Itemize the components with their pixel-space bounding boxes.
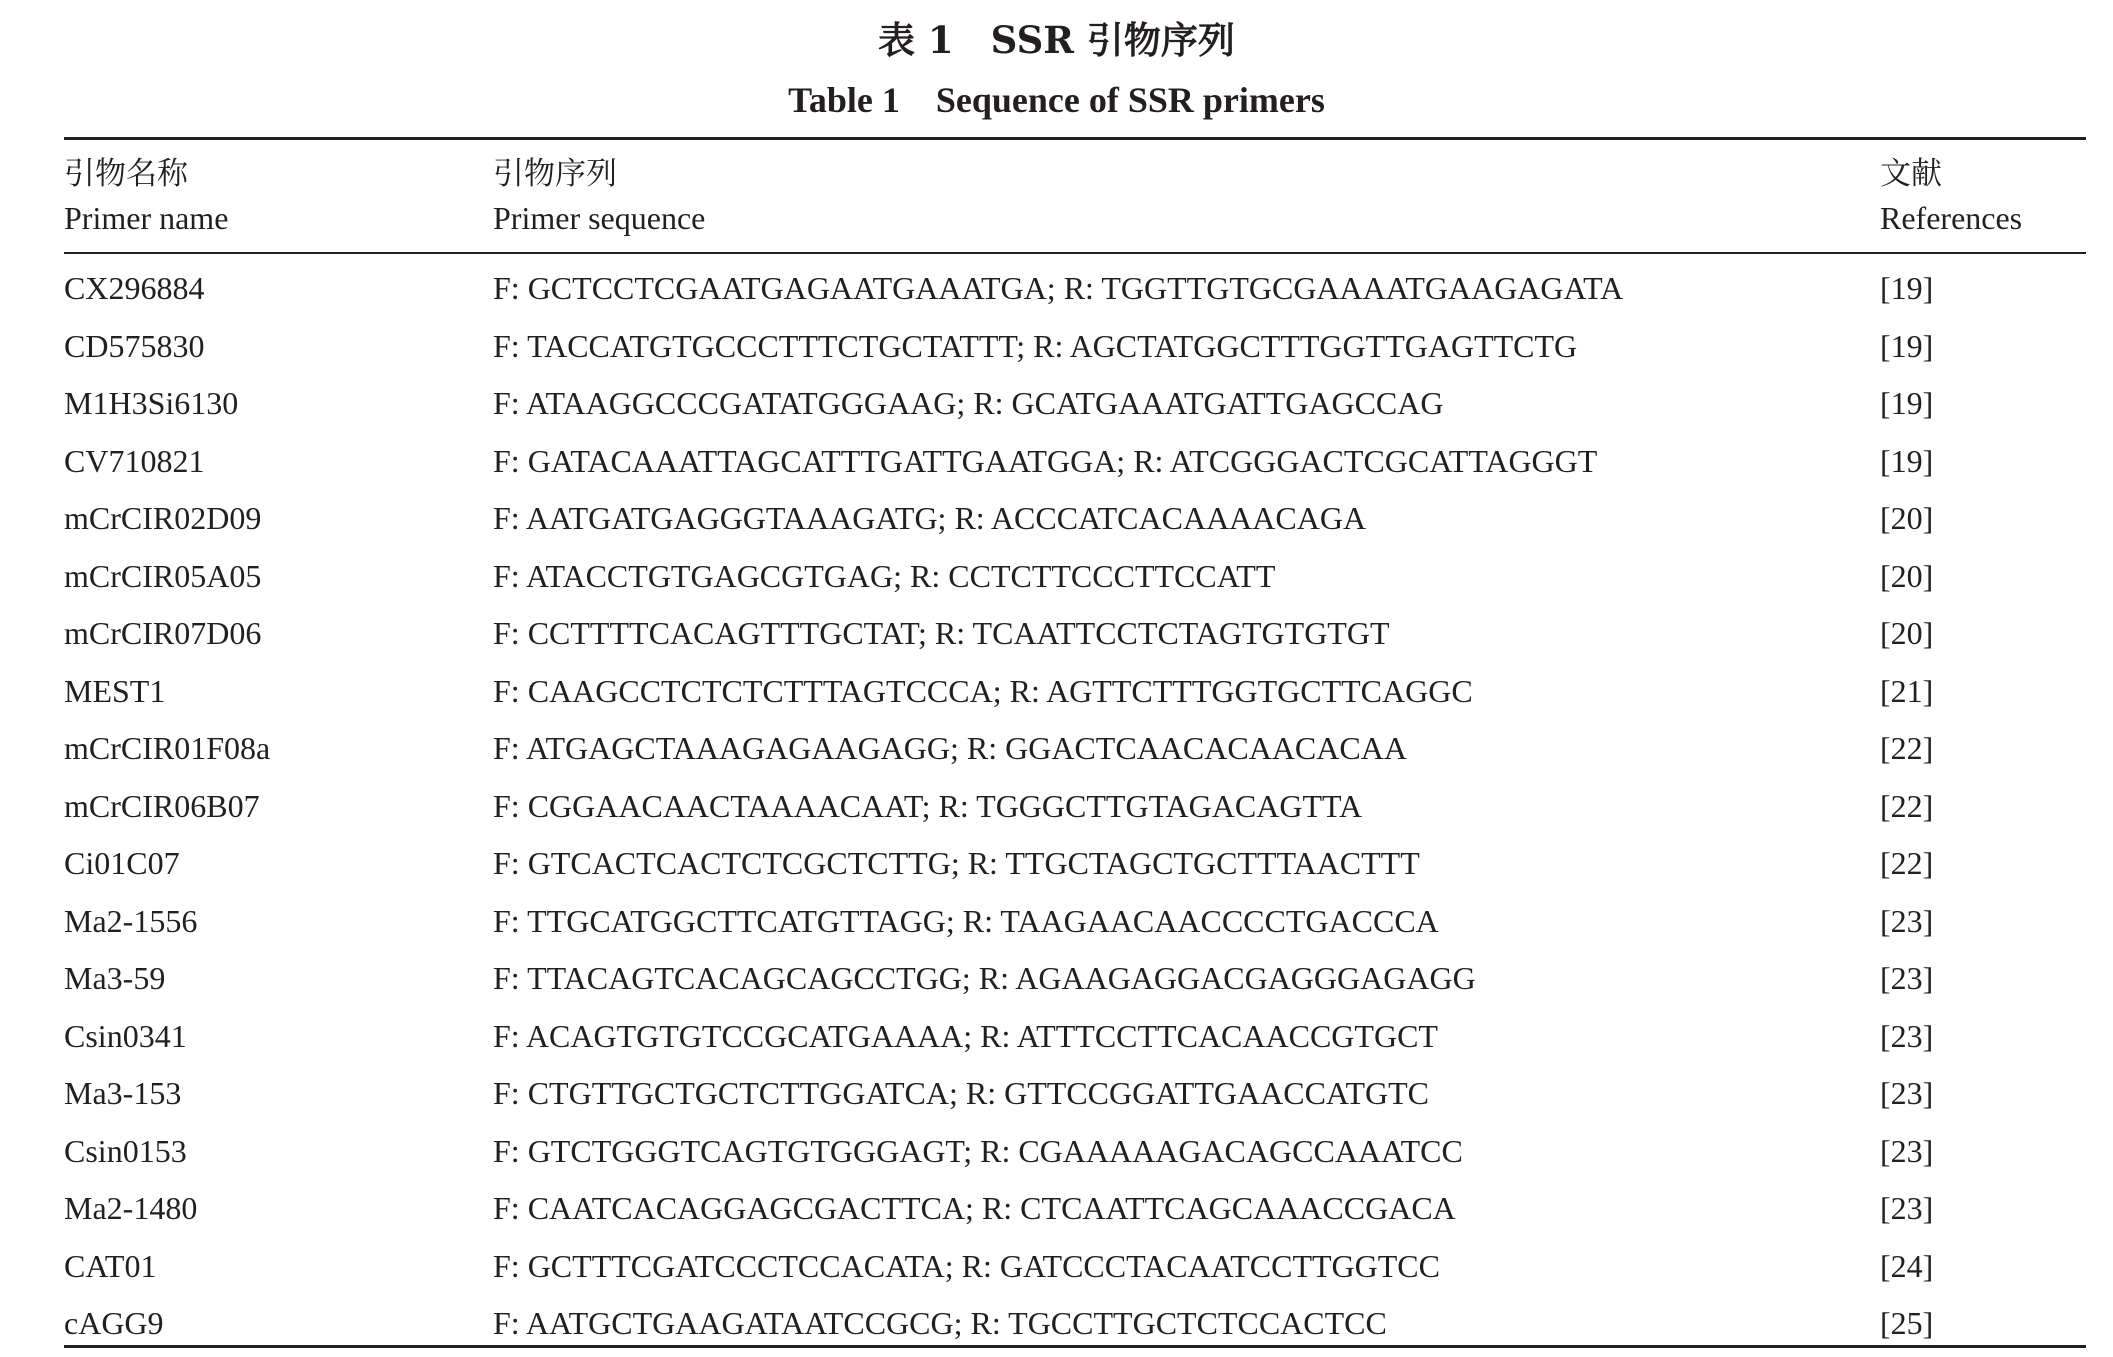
table-body bbox=[0, 260, 2113, 1353]
header-primer-name bbox=[64, 152, 228, 240]
primer-sequence-cell: F: TACCATGTGCCCTTTCTGCTATTT; R: AGCTATGGCTTTGGTTGAGTTCTG bbox=[493, 327, 1578, 364]
reference-cell: [23] bbox=[1880, 1190, 1934, 1226]
header-primer-sequence bbox=[493, 152, 705, 240]
primer-sequence-cell: F: ACAGTGTGTCCGCATGAAAA; R: ATTTCCTTCACAACCGTGCT bbox=[493, 1017, 1438, 1054]
primer-name-cell: M1H3Si6130 bbox=[64, 385, 239, 421]
reference-cell: [23] bbox=[1880, 1075, 1934, 1111]
table-row bbox=[0, 375, 2113, 433]
header-references-en: References bbox=[1880, 200, 2023, 236]
table-row bbox=[0, 1295, 2113, 1353]
reference-cell: [24] bbox=[1880, 1247, 1934, 1284]
primer-sequence-cell: F: ATGAGCTAAAGAGAAGAGG; R: GGACTCAACACAACACAA bbox=[493, 730, 1407, 766]
reference-cell: [25] bbox=[1880, 1305, 1934, 1341]
primer-name-cell: mCrCIR05A05 bbox=[64, 557, 262, 594]
table-row bbox=[0, 778, 2113, 836]
table-row bbox=[0, 1065, 2113, 1123]
primer-name-cell: cAGG9 bbox=[64, 1305, 164, 1341]
reference-cell: [23] bbox=[1880, 1132, 1934, 1169]
primer-name-cell: Ci01C07 bbox=[64, 845, 180, 881]
table-row bbox=[0, 605, 2113, 663]
primer-sequence-cell: F: ATAAGGCCCGATATGGGAAG; R: GCATGAAATGATTGAGCCAG bbox=[493, 385, 1444, 421]
reference-cell: [20] bbox=[1880, 615, 1934, 651]
table-title-english: Table 1 Sequence of SSR primers bbox=[788, 80, 1325, 120]
table-row bbox=[0, 1238, 2113, 1296]
table-row bbox=[0, 950, 2113, 1008]
primer-name-cell: Ma3-59 bbox=[64, 960, 166, 996]
table-row bbox=[0, 490, 2113, 548]
header-primer-sequence-cn: 引物序列 bbox=[493, 156, 617, 192]
primer-name-cell: CAT01 bbox=[64, 1247, 157, 1284]
table-row bbox=[0, 1008, 2113, 1066]
header-primer-sequence-en: Primer sequence bbox=[493, 200, 706, 236]
table-row bbox=[0, 720, 2113, 778]
primer-name-cell: mCrCIR07D06 bbox=[64, 615, 262, 651]
primer-sequence-cell: F: TTACAGTCACAGCAGCCTGG; R: AGAAGAGGACGAGGGAGAGG bbox=[493, 960, 1476, 996]
header-references bbox=[1880, 152, 2022, 240]
primer-sequence-cell: F: GCTCCTCGAATGAGAATGAAATGA; R: TGGTTGTGCGAAAATGAAGAGATA bbox=[493, 270, 1624, 306]
reference-cell: [19] bbox=[1880, 327, 1934, 364]
primer-name-cell: CV710821 bbox=[64, 442, 205, 479]
table-header-rule bbox=[64, 252, 2086, 254]
primer-sequence-cell: F: CTGTTGCTGCTCTTGGATCA; R: GTTCCGGATTGAACCATGTC bbox=[493, 1075, 1430, 1111]
primer-name-cell: mCrCIR02D09 bbox=[64, 500, 262, 536]
primer-sequence-cell: F: CGGAACAACTAAAACAAT; R: TGGGCTTGTAGACAGTTA bbox=[493, 787, 1363, 824]
primer-name-cell: mCrCIR01F08a bbox=[64, 730, 271, 766]
primer-sequence-cell: F: GCTTTCGATCCCTCCACATA; R: GATCCCTACAATCCTTGGTCC bbox=[493, 1247, 1440, 1284]
primer-sequence-cell: F: ATACCTGTGAGCGTGAG; R: CCTCTTCCCTTCCATT bbox=[493, 557, 1276, 594]
primer-sequence-cell: F: AATGATGAGGGTAAAGATG; R: ACCCATCACAAAACAGA bbox=[493, 500, 1367, 536]
reference-cell: [21] bbox=[1880, 672, 1934, 709]
primer-name-cell: mCrCIR06B07 bbox=[64, 787, 260, 824]
table-bottom-rule bbox=[64, 1345, 2086, 1348]
reference-cell: [23] bbox=[1880, 902, 1934, 939]
primer-name-cell: MEST1 bbox=[64, 672, 166, 709]
header-primer-name-en: Primer name bbox=[64, 200, 229, 236]
table-row bbox=[0, 260, 2113, 318]
primer-sequence-cell: F: CAATCACAGGAGCGACTTCA; R: CTCAATTCAGCAAACCGACA bbox=[493, 1190, 1456, 1226]
reference-cell: [19] bbox=[1880, 442, 1934, 479]
primer-sequence-cell: F: CCTTTTCACAGTTTGCTAT; R: TCAATTCCTCTAGTGTGTGT bbox=[493, 615, 1390, 651]
header-primer-name-cn: 引物名称 bbox=[64, 156, 188, 192]
primer-name-cell: CX296884 bbox=[64, 270, 205, 306]
reference-cell: [22] bbox=[1880, 787, 1934, 824]
reference-cell: [22] bbox=[1880, 730, 1934, 766]
primer-name-cell: Csin0153 bbox=[64, 1132, 187, 1169]
primer-name-cell: Ma2-1556 bbox=[64, 902, 198, 939]
header-references-cn: 文献 bbox=[1880, 156, 1942, 192]
primer-sequence-cell: F: AATGCTGAAGATAATCCGCG; R: TGCCTTGCTCTCCACTCC bbox=[493, 1305, 1387, 1341]
reference-cell: [20] bbox=[1880, 557, 1934, 594]
reference-cell: [22] bbox=[1880, 845, 1934, 881]
primer-name-cell: CD575830 bbox=[64, 327, 205, 364]
table-row bbox=[0, 1180, 2113, 1238]
primer-name-cell: Ma3-153 bbox=[64, 1075, 182, 1111]
reference-cell: [23] bbox=[1880, 960, 1934, 996]
table-row bbox=[0, 548, 2113, 606]
table-title-chinese: 表 1 SSR 引物序列 bbox=[878, 18, 1235, 62]
primer-sequence-cell: F: GTCTGGGTCAGTGTGGGAGT; R: CGAAAAAGACAGCCAAATCC bbox=[493, 1132, 1463, 1169]
primer-sequence-cell: F: TTGCATGGCTTCATGTTAGG; R: TAAGAACAACCCCTGACCCA bbox=[493, 902, 1439, 939]
reference-cell: [19] bbox=[1880, 270, 1934, 306]
primer-name-cell: Ma2-1480 bbox=[64, 1190, 198, 1226]
table-row bbox=[0, 663, 2113, 721]
table-row bbox=[0, 835, 2113, 893]
primer-sequence-cell: F: GTCACTCACTCTCGCTCTTG; R: TTGCTAGCTGCTTTAACTTT bbox=[493, 845, 1420, 881]
primer-sequence-cell: F: GATACAAATTAGCATTTGATTGAATGGA; R: ATCGGGACTCGCATTAGGGT bbox=[493, 442, 1598, 479]
table-row bbox=[0, 1123, 2113, 1181]
primer-sequence-cell: F: CAAGCCTCTCTCTTTAGTCCCA; R: AGTTCTTTGGTGCTTCAGGC bbox=[493, 672, 1473, 709]
reference-cell: [19] bbox=[1880, 385, 1934, 421]
table-row bbox=[0, 433, 2113, 491]
table-row bbox=[0, 318, 2113, 376]
table-row bbox=[0, 893, 2113, 951]
table-top-rule bbox=[64, 137, 2086, 140]
primer-name-cell: Csin0341 bbox=[64, 1017, 187, 1054]
reference-cell: [20] bbox=[1880, 500, 1934, 536]
reference-cell: [23] bbox=[1880, 1017, 1934, 1054]
